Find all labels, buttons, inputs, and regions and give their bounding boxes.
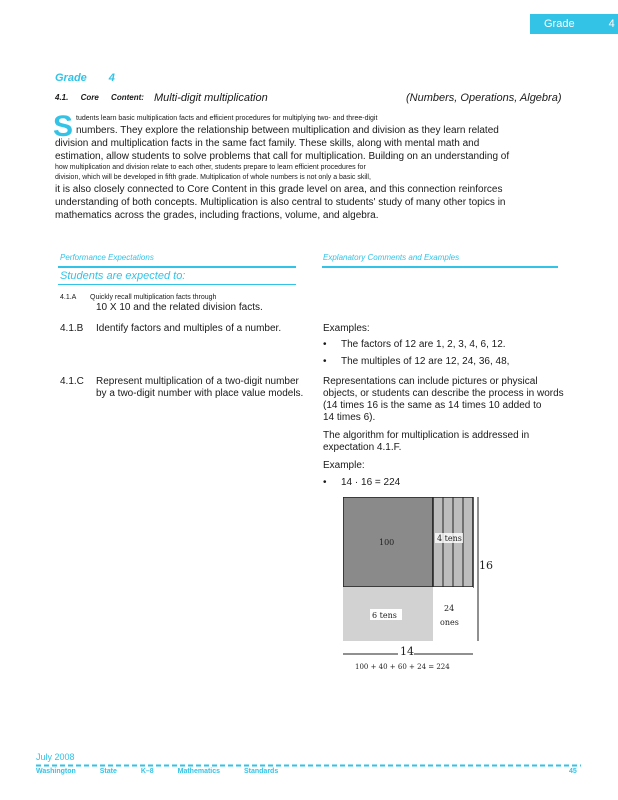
grade-tab-number: 4	[608, 18, 615, 30]
tens6-label: 6 tens	[372, 611, 397, 620]
header-rule-left	[58, 266, 296, 268]
explain-line: (14 times 16 is the same as 14 times 10 added to	[323, 400, 542, 411]
item-code: 4.1.C	[60, 376, 84, 387]
grade-tab-word: Grade	[544, 18, 575, 30]
header-rule-right	[322, 266, 558, 268]
page-number: 45	[569, 768, 577, 775]
grade-number: 4	[108, 72, 115, 84]
examples-label: Examples:	[323, 323, 370, 334]
bullet-icon: •	[323, 339, 327, 350]
item-text: 10 X 10 and the related division facts.	[96, 302, 263, 313]
ones-number: 24	[444, 604, 455, 613]
bullet-icon: •	[323, 356, 327, 367]
area-model-diagram	[343, 497, 493, 672]
core-title: Multi-digit multiplication	[154, 92, 268, 104]
explain-line: The algorithm for multiplication is addressed in	[323, 430, 530, 441]
sum-equation: 100 + 40 + 60 + 24 = 224	[355, 663, 450, 671]
intro-paragraph	[53, 110, 560, 222]
item-text: Identify factors and multiples of a number.	[96, 323, 282, 334]
intro-line: numbers. They explore the relationship between multiplication and division as they learn related	[76, 125, 499, 136]
footer-source	[36, 768, 300, 775]
footer-date: July 2008	[36, 752, 75, 762]
core-content-label	[55, 93, 144, 102]
example-bullet: The multiples of 12 are 12, 24, 36, 48,	[341, 356, 510, 367]
column-header-left: Performance Expectations	[60, 253, 154, 262]
core-number: 4.1.	[55, 93, 69, 102]
tens4-label: 4 tens	[437, 534, 462, 543]
intro-line: estimation, allow students to solve problems that call for multiplication. Building on an understanding of	[55, 151, 510, 162]
expected-heading: Students are expected to:	[60, 270, 186, 282]
item-text: Represent multiplication of a two-digit number	[96, 376, 299, 387]
core-label: Core	[80, 93, 99, 102]
core-label2: Content:	[111, 93, 144, 102]
footer-word: K–8	[140, 768, 154, 775]
footer-word: Washington	[36, 768, 76, 775]
column-header-right: Explanatory Comments and Examples	[323, 253, 460, 262]
explain-line: Representations can include pictures or physical	[323, 376, 538, 387]
intro-line: mathematics across the grades, including fractions, volume, and algebra.	[55, 210, 379, 221]
side-label: 16	[479, 559, 493, 572]
item-code: 4.1.B	[60, 323, 84, 334]
expected-rule	[58, 284, 296, 285]
item-code: 4.1.A	[60, 294, 77, 301]
explain-line: expectation 4.1.F.	[323, 442, 402, 453]
hundred-label: 100	[379, 538, 395, 547]
explain-line: objects, or students can describe the process in words	[323, 388, 564, 399]
example-label: Example:	[323, 460, 365, 471]
explain-line: 14 times 6).	[323, 412, 376, 423]
intro-line: division, which will be developed in fifth grade. Multiplication of whole numbers is not only a basic skill,	[55, 174, 371, 181]
intro-line: tudents learn basic multiplication facts and efficient procedures for multiplying two- and three-digit	[76, 115, 378, 122]
example-bullet: The factors of 12 are 1, 2, 3, 4, 6, 12.	[341, 339, 506, 350]
intro-line: understanding of both concepts. Multiplication is also central to students' study of many other topics in	[55, 197, 506, 208]
intro-line: how multiplication and division relate to each other, students prepare to learn efficient procedures for	[55, 164, 366, 171]
grade-heading	[55, 72, 115, 84]
item-text: Quickly recall multiplication facts through	[90, 294, 217, 301]
intro-line: it is also closely connected to Core Content in this grade level on area, and this connection reinforces	[55, 184, 503, 195]
drop-cap: S	[53, 110, 74, 143]
bottom-label: 14	[400, 645, 414, 658]
grade-word: Grade	[55, 72, 87, 84]
footer-word: State	[99, 768, 117, 775]
ones-word: ones	[440, 618, 459, 627]
grade-tab	[530, 14, 618, 34]
example-equation: 14 · 16 = 224	[341, 477, 401, 488]
core-strand: (Numbers, Operations, Algebra)	[406, 92, 562, 104]
item-text: by a two-digit number with place value models.	[96, 388, 304, 399]
intro-line: division and multiplication facts in the same fact family. These skills, along with mental math and	[55, 138, 480, 149]
footer-word: Mathematics	[177, 768, 221, 775]
footer-word: Standards	[243, 768, 279, 775]
bullet-icon: •	[323, 477, 327, 488]
ones-block	[433, 587, 473, 641]
